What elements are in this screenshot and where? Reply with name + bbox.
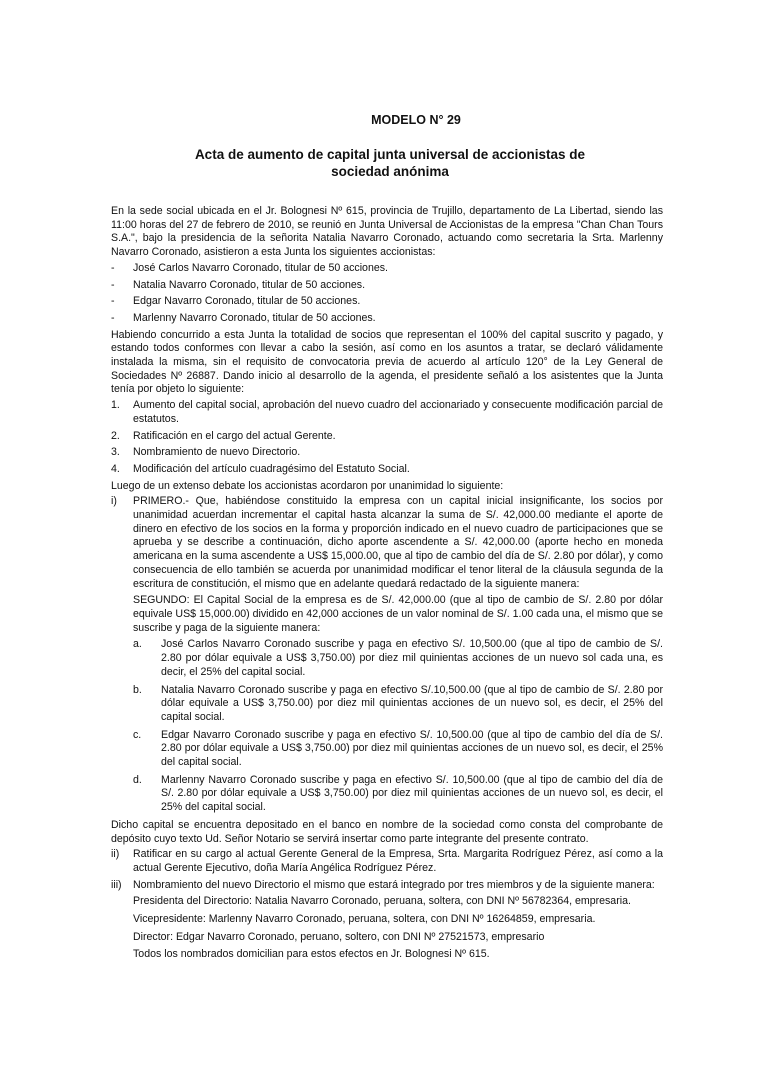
- list-item: [133, 684, 663, 725]
- board-domicile-note: Todos los nombrados domicilian para estos efectos en Jr. Bolognesi Nº 615.: [133, 948, 490, 961]
- list-item: [111, 295, 663, 309]
- agreement-text: PRIMERO.- Que, habiéndose constituido la empresa con un capital inicial insignificante, los socios por unanimidad acuerdan incrementar el capital hasta alcanzar la suma de S/. 42,000.00 mediante el aporte de dinero en efectivo de los socios en la forma y proporción indicado en el nuevo cuadro de participaciones que se aprueba y se describe a continuación, dicho aporte ascendente a S/. 42,000.00 (aporte hecho en moneda americana en la suma ascendente a US$ 15,000.00, que al tipo de cambio del día de S/. 2.80 por dólar), y como consecuencia de ello también se acuerda por unanimidad modificar el tenor literal de la cláusula segunda de la escritura de constitución, el mismo que en adelante quedará redactado de la siguiente manera:: [133, 495, 663, 590]
- title-line-1: Acta de aumento de capital junta universal de accionistas de: [194, 147, 586, 162]
- list-bullet: -: [111, 278, 115, 291]
- list-item: [111, 399, 663, 426]
- attendee-text: Edgar Navarro Coronado, titular de 50 acciones.: [133, 295, 361, 308]
- subscription-text: Edgar Navarro Coronado suscribe y paga en efectivo S/. 10,500.00 (que al tipo de cambio del día de S/. 2.80 por dólar equivale a US$ 3,750.00) por diez mil quinientas acciones de un nuevo sol, es decir, el 25% del capital social.: [161, 728, 663, 769]
- deposit-paragraph: Dicho capital se encuentra depositado en el banco en nombre de la sociedad como consta del comprobante de depósito cuyo texto Ud. Señor Notario se servirá insertar como parte integrante del presente contrato.: [111, 818, 663, 845]
- subscription-letter: d.: [133, 773, 142, 786]
- attendee-text: José Carlos Navarro Coronado, titular de 50 acciones.: [133, 261, 388, 274]
- agenda-text: Nombramiento de nuevo Directorio.: [133, 446, 301, 459]
- agenda-text: Modificación del artículo cuadragésimo del Estatuto Social.: [133, 462, 410, 475]
- segundo-paragraph: SEGUNDO: El Capital Social de la empresa es de S/. 42,000.00 (que al tipo de cambio de S/. 2.80 por dólar equivale US$ 15,000.00) dividido en 42,000 acciones de un valor nominal de S/. 1.00 cada una, el mismo que se suscribe y paga de la siguiente manera:: [133, 594, 663, 634]
- list-item: [111, 446, 663, 460]
- board-member-president: Presidenta del Directorio: Natalia Navarro Coronado, peruana, soltera, con DNI Nº 56782364, empresaria.: [133, 895, 631, 908]
- agreement-i: [111, 495, 663, 591]
- agreement-number: ii): [111, 848, 120, 861]
- list-bullet: -: [111, 311, 115, 324]
- subscription-letter: a.: [133, 638, 142, 651]
- list-item: [133, 729, 663, 770]
- board-members: [133, 895, 663, 962]
- list-bullet: -: [111, 261, 115, 274]
- list-item: [111, 312, 663, 326]
- subscription-text: Natalia Navarro Coronado suscribe y paga en efectivo S/.10,500.00 (que al tipo de cambio de S/. 2.80 por dólar equivale a US$ 3,750.00) por diez mil quinientas acciones de un nuevo sol, es decir, el 25% del capital social.: [161, 683, 663, 723]
- list-item: [133, 638, 663, 679]
- title-line-2: sociedad anónima: [331, 164, 449, 179]
- model-heading: [0, 113, 768, 127]
- agenda-number: 2.: [111, 429, 120, 442]
- board-member-director: Director: Edgar Navarro Coronado, peruano, soltero, con DNI Nº 27521573, empresario: [133, 930, 545, 943]
- subscription-text: Marlenny Navarro Coronado suscribe y paga en efectivo S/. 10,500.00 (que al tipo de cambio del día de S/. 2.80 por dólar equivale a US$ 3,750.00) por diez mil quinientas acciones de un nuevo sol, es decir, el 25% del capital social.: [161, 773, 663, 814]
- agenda-text: Ratificación en el cargo del actual Gerente.: [133, 429, 336, 442]
- model-number: MODELO N° 29: [371, 113, 461, 127]
- agreement-number: iii): [111, 878, 122, 891]
- subscription-list: [133, 638, 663, 814]
- agenda-number: 3.: [111, 446, 120, 459]
- list-item: [111, 463, 663, 477]
- attendee-text: Marlenny Navarro Coronado, titular de 50 acciones.: [133, 311, 376, 324]
- agenda-list: [111, 399, 663, 477]
- subscription-letter: c.: [133, 728, 142, 741]
- segundo-block: [133, 594, 663, 815]
- list-item: [111, 430, 663, 444]
- agreement-ii: [111, 848, 663, 875]
- agenda-text: Aumento del capital social, aprobación del nuevo cuadro del accionariado y consecuente modificación parcial de estatutos.: [133, 399, 663, 425]
- agenda-number: 4.: [111, 462, 120, 475]
- list-item: [111, 262, 663, 276]
- attendee-text: Natalia Navarro Coronado, titular de 50 acciones.: [133, 278, 366, 291]
- attendee-list: [111, 262, 663, 326]
- intro-paragraph: En la sede social ubicada en el Jr. Bolognesi Nº 615, provincia de Trujillo, departamento de La Libertad, siendo las 11:00 horas del 27 de febrero de 2010, se reunió en Junta Universal de Accionistas de la empresa "Chan Chan Tours S.A.", bajo la presidencia de la señorita Natalia Navarro Coronado, actuando como secretaria la Srta. Marlenny Navarro Coronado, asistieron a esta Junta los siguientes accionistas:: [111, 205, 663, 259]
- subscription-letter: b.: [133, 683, 142, 696]
- list-item: [133, 774, 663, 815]
- list-bullet: -: [111, 295, 115, 308]
- document-title: [180, 146, 600, 180]
- agreement-text: Nombramiento del nuevo Directorio el mismo que estará integrado por tres miembros y de la siguiente manera:: [133, 878, 655, 891]
- agreement-text: Ratificar en su cargo al actual Gerente General de la Empresa, Srta. Margarita Rodríguez Pérez, así como a la actual Gerente Ejecutivo, doña María Angélica Rodríguez Pérez.: [133, 848, 663, 874]
- board-member-vicepresident: Vicepresidente: Marlenny Navarro Coronado, peruana, soltera, con DNI Nº 16264859, empresaria.: [133, 913, 596, 926]
- agreement-iii: [111, 879, 663, 893]
- agenda-number: 1.: [111, 399, 120, 412]
- debate-paragraph: Luego de un extenso debate los accionistas acordaron por unanimidad lo siguiente:: [111, 479, 504, 492]
- agreement-number: i): [111, 495, 117, 508]
- quorum-paragraph: Habiendo concurrido a esta Junta la totalidad de socios que representan el 100% del capital suscrito y pagado, y estando todos conformes con llevar a cabo la sesión, así como en los asuntos a tratar, se declaró válidamente instalada la misma, sin el requisito de convocatoria previa de acuerdo al artículo 120° de la Ley General de Sociedades Nº 26887. Dando inicio al desarrollo de la agenda, el presidente señaló a los asistentes que la Junta tenía por objeto lo siguiente:: [111, 328, 663, 396]
- subscription-text: José Carlos Navarro Coronado suscribe y paga en efectivo S/. 10,500.00 (que al tipo de cambio de S/. 2.80 por dólar equivale a US$ 3,750.00) por diez mil quinientas acciones de un nuevo sol cada una, es decir, el 25% del capital social.: [161, 638, 663, 678]
- document-body: [111, 205, 663, 966]
- list-item: [111, 279, 663, 293]
